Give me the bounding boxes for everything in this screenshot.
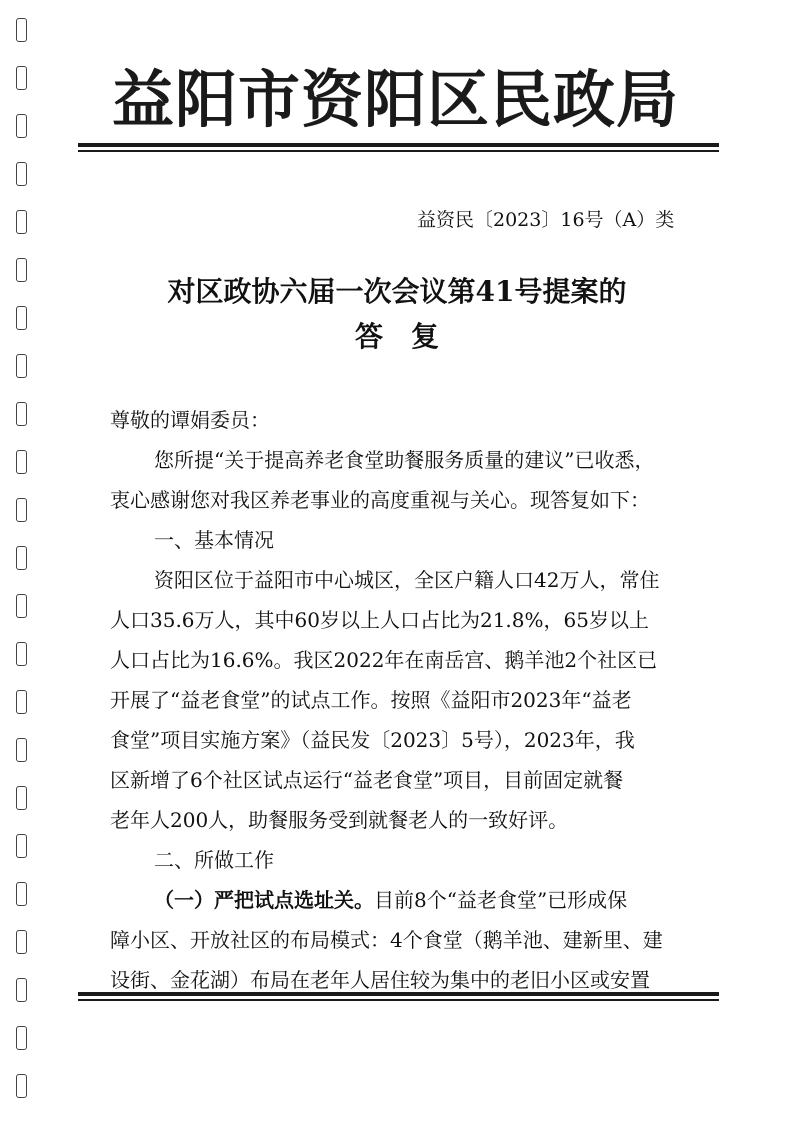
binding-hole (16, 162, 27, 186)
binding-hole (16, 114, 27, 138)
header-rule-thick (78, 143, 719, 147)
binding-hole (16, 1026, 27, 1050)
binding-hole (16, 738, 27, 762)
body-line: 衷心感谢您对我区养老事业的高度重视与关心。现答复如下： (110, 488, 650, 512)
subsection-text: 目前8个“益老食堂”已形成保 (374, 888, 628, 912)
binding-hole (16, 786, 27, 810)
section-heading: 二、所做工作 (154, 848, 274, 872)
salutation: 尊敬的谭娟委员： (110, 408, 270, 432)
body-line: 老年人200人，助餐服务受到就餐老人的一致好评。 (110, 808, 569, 832)
binding-hole (16, 210, 27, 234)
body-line: 人口占比为16.6%。我区2022年在南岳宫、鹅羊池2个社区已 (110, 648, 658, 672)
binding-hole (16, 834, 27, 858)
binding-hole (16, 930, 27, 954)
body-line: 障小区、开放社区的布局模式：4个食堂（鹅羊池、建新里、建 (110, 928, 663, 952)
org-header-title: 益阳市资阳区民政局 (112, 63, 680, 136)
binding-holes (0, 0, 40, 1122)
binding-hole (16, 594, 27, 618)
binding-hole (16, 66, 27, 90)
binding-hole (16, 882, 27, 906)
binding-hole (16, 546, 27, 570)
binding-hole (16, 402, 27, 426)
footer-rule-thin (78, 999, 719, 1001)
document-number: 益资民〔2023〕16号（A）类 (417, 209, 675, 231)
binding-hole (16, 450, 27, 474)
document-body (110, 400, 720, 1000)
binding-hole (16, 642, 27, 666)
body-line: 您所提“关于提高养老食堂助餐服务质量的建议”已收悉， (154, 448, 655, 472)
body-line: 食堂”项目实施方案》（益民发〔2023〕5号），2023年，我 (110, 728, 635, 752)
document-title-line1: 对区政协六届一次会议第41号提案的 (167, 275, 627, 308)
binding-hole (16, 498, 27, 522)
body-line: 区新增了6个社区试点运行“益老食堂”项目，目前固定就餐 (110, 768, 624, 792)
footer-rule-thick (78, 992, 719, 996)
body-line: 开展了“益老食堂”的试点工作。按照《益阳市2023年“益老 (110, 688, 632, 712)
body-line: 设街、金花湖）布局在老年人居住较为集中的老旧小区或安置 (110, 968, 650, 992)
binding-hole (16, 18, 27, 42)
binding-hole (16, 354, 27, 378)
binding-hole (16, 978, 27, 1002)
body-line: 资阳区位于益阳市中心城区，全区户籍人口42万人，常住 (154, 568, 660, 592)
body-line: 人口35.6万人，其中60岁以上人口占比为21.8%，65岁以上 (110, 608, 649, 632)
subsection-heading: （一）严把试点选址关。 (154, 888, 374, 912)
section-heading: 一、基本情况 (154, 528, 274, 552)
document-title-line2: 答 复 (354, 320, 439, 353)
binding-hole (16, 1074, 27, 1098)
header-rule-thin (78, 150, 719, 152)
subsection-line (110, 880, 720, 920)
binding-hole (16, 690, 27, 714)
